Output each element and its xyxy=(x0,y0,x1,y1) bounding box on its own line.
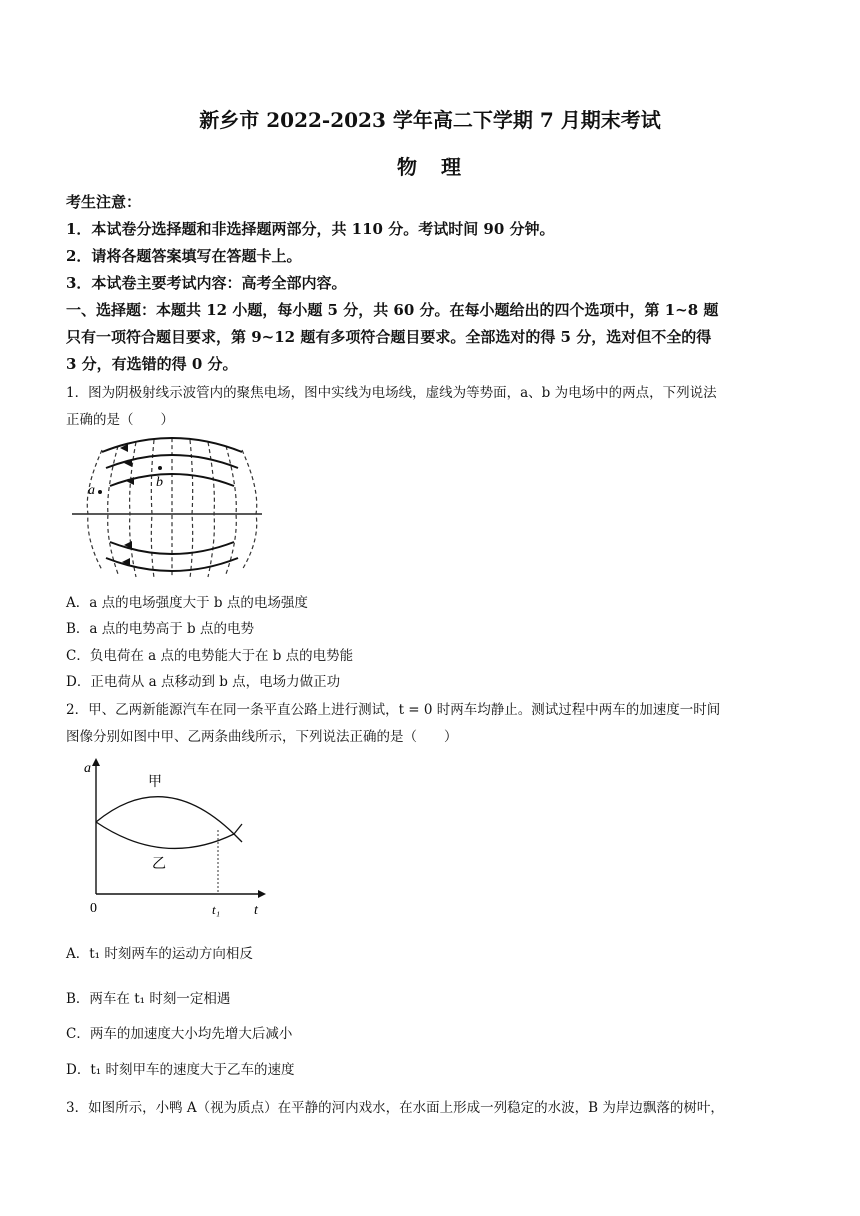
notice-item: 2．请将各题答案填写在答题卡上。 xyxy=(66,247,302,265)
section-heading-line: 只有一项符合题目要求，第 9~12 题有多项符合题目要求。全部选对的得 5 分，选对但不全的得 xyxy=(66,328,712,346)
notice-item: 3．本试卷主要考试内容：高考全部内容。 xyxy=(66,274,347,292)
t1-label: t₁ xyxy=(212,902,221,917)
option-c[interactable]: C．两车的加速度大小均先增大后减小 xyxy=(66,1026,293,1042)
notice-heading: 考生注意： xyxy=(66,193,142,211)
option-b[interactable]: B．a 点的电势高于 b 点的电势 xyxy=(66,621,254,637)
point-b-label: b xyxy=(156,475,163,490)
option-b[interactable]: B．两车在 t₁ 时刻一定相遇 xyxy=(66,991,231,1007)
question-1-text: 正确的是（ ） xyxy=(66,412,174,428)
exam-title: 新乡市 2022-2023 学年高二下学期 7 月期末考试 xyxy=(199,108,661,132)
subject-title: 物 理 xyxy=(397,155,463,179)
option-a[interactable]: A．a 点的电场强度大于 b 点的电场强度 xyxy=(66,595,308,611)
question-2-text: 图像分别如图中甲、乙两条曲线所示，下列说法正确的是（ ） xyxy=(66,729,458,745)
curve-jia-label: 甲 xyxy=(148,775,162,790)
x-axis-label: t xyxy=(254,903,258,918)
point-a-label: a xyxy=(88,483,95,498)
option-c[interactable]: C．负电荷在 a 点的电势能大于在 b 点的电势能 xyxy=(66,648,354,664)
question-1-text: 1．图为阴极射线示波管内的聚焦电场，图中实线为电场线，虚线为等势面，a、b 为电场中的两点，下列说法 xyxy=(66,385,717,401)
option-a[interactable]: A．t₁ 时刻两车的运动方向相反 xyxy=(66,946,253,962)
option-d[interactable]: D．t₁ 时刻甲车的速度大于乙车的速度 xyxy=(66,1062,295,1078)
y-axis-label: a xyxy=(84,761,91,776)
option-d[interactable]: D．正电荷从 a 点移动到 b 点，电场力做正功 xyxy=(66,674,341,690)
curve-yi-label: 乙 xyxy=(152,857,166,872)
origin-label: 0 xyxy=(90,901,97,916)
notice-item: 1．本试卷分选择题和非选择题两部分，共 110 分。考试时间 90 分钟。 xyxy=(66,220,555,238)
focusing-field-figure xyxy=(66,430,272,580)
section-heading-line: 3 分，有选错的得 0 分。 xyxy=(66,355,238,373)
acceleration-time-graph xyxy=(80,752,270,922)
question-3-text: 3．如图所示，小鸭 A（视为质点）在平静的河内戏水，在水面上形成一列稳定的水波，B 为岸边飘落的树叶， xyxy=(66,1100,724,1116)
section-heading-line: 一、选择题：本题共 12 小题，每小题 5 分，共 60 分。在每小题给出的四个选项中，第 1~8 题 xyxy=(66,301,719,319)
question-2-text: 2．甲、乙两新能源汽车在同一条平直公路上进行测试，t = 0 时两车均静止。测试过程中两车的加速度一时间 xyxy=(66,702,721,718)
